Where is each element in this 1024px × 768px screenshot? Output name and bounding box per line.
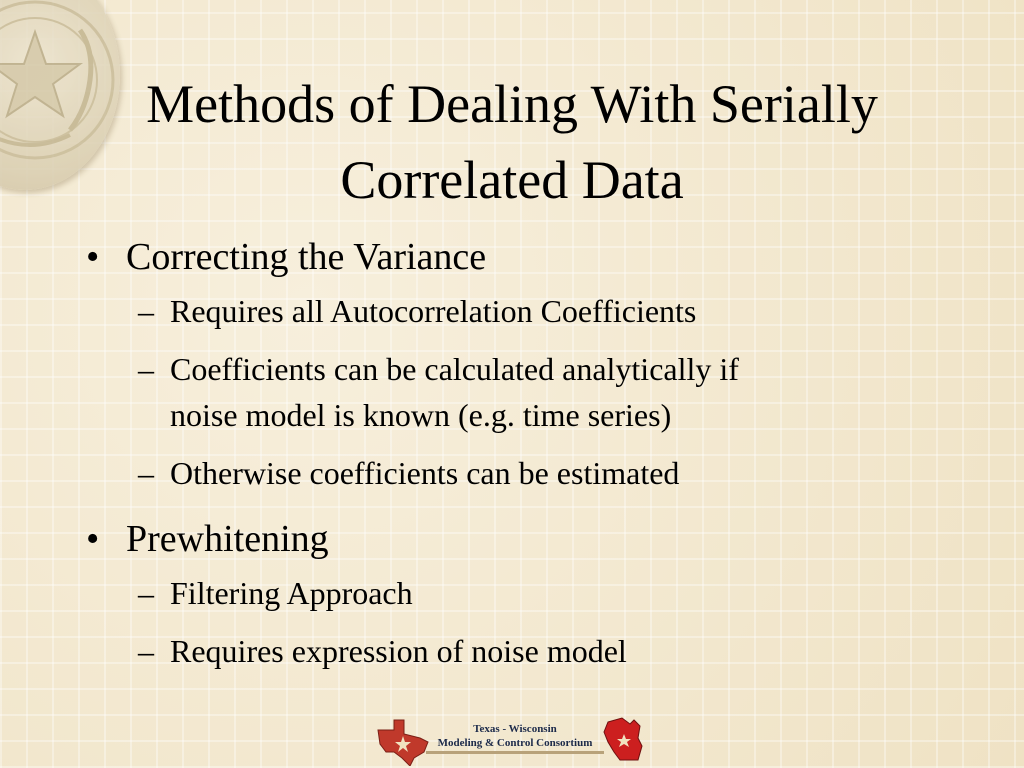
consortium-name-line2: Modeling & Control Consortium xyxy=(437,737,593,749)
consortium-name-line1: Texas - Wisconsin xyxy=(473,723,557,735)
consortium-name xyxy=(426,722,604,750)
sub-item-dash: – xyxy=(138,575,154,611)
sub-item-requires-coefficients xyxy=(86,288,966,334)
footer-divider xyxy=(426,751,604,754)
slide-title-line2: Correlated Data xyxy=(340,150,684,210)
sub-item-dash: – xyxy=(138,633,154,669)
bullet-dot: • xyxy=(86,518,100,560)
sub-item-text-continued: noise model is known (e.g. time series) xyxy=(170,397,672,433)
texas-map-icon xyxy=(378,720,428,766)
slide-title-line1: Methods of Dealing With Serially xyxy=(146,74,878,134)
sub-list-correcting-variance xyxy=(86,288,966,496)
sub-item-text: Requires all Autocorrelation Coefficients xyxy=(170,293,697,329)
sub-item-otherwise-estimated xyxy=(86,450,966,496)
bullet-text: Prewhitening xyxy=(126,518,329,560)
sub-item-text: Coefficients can be calculated analytically if xyxy=(170,351,739,387)
sub-item-dash: – xyxy=(138,293,154,329)
sub-item-text: Requires expression of noise model xyxy=(170,633,627,669)
consortium-logo xyxy=(372,712,652,766)
sub-item-filtering-approach xyxy=(86,570,966,616)
bullet-text: Correcting the Variance xyxy=(126,236,487,278)
sub-item-requires-noise-model xyxy=(86,628,966,674)
bullet-prewhitening xyxy=(86,514,966,564)
sub-item-text: Filtering Approach xyxy=(170,575,413,611)
wisconsin-map-icon xyxy=(604,718,642,760)
bullet-dot: • xyxy=(86,236,100,278)
sub-item-dash: – xyxy=(138,351,154,387)
slide-body xyxy=(86,232,966,686)
sub-list-prewhitening xyxy=(86,570,966,674)
slide-title xyxy=(60,66,964,218)
bullet-correcting-variance xyxy=(86,232,966,282)
sub-item-dash: – xyxy=(138,455,154,491)
sub-item-calculated-analytically xyxy=(86,346,966,438)
sub-item-text: Otherwise coefficients can be estimated xyxy=(170,455,680,491)
